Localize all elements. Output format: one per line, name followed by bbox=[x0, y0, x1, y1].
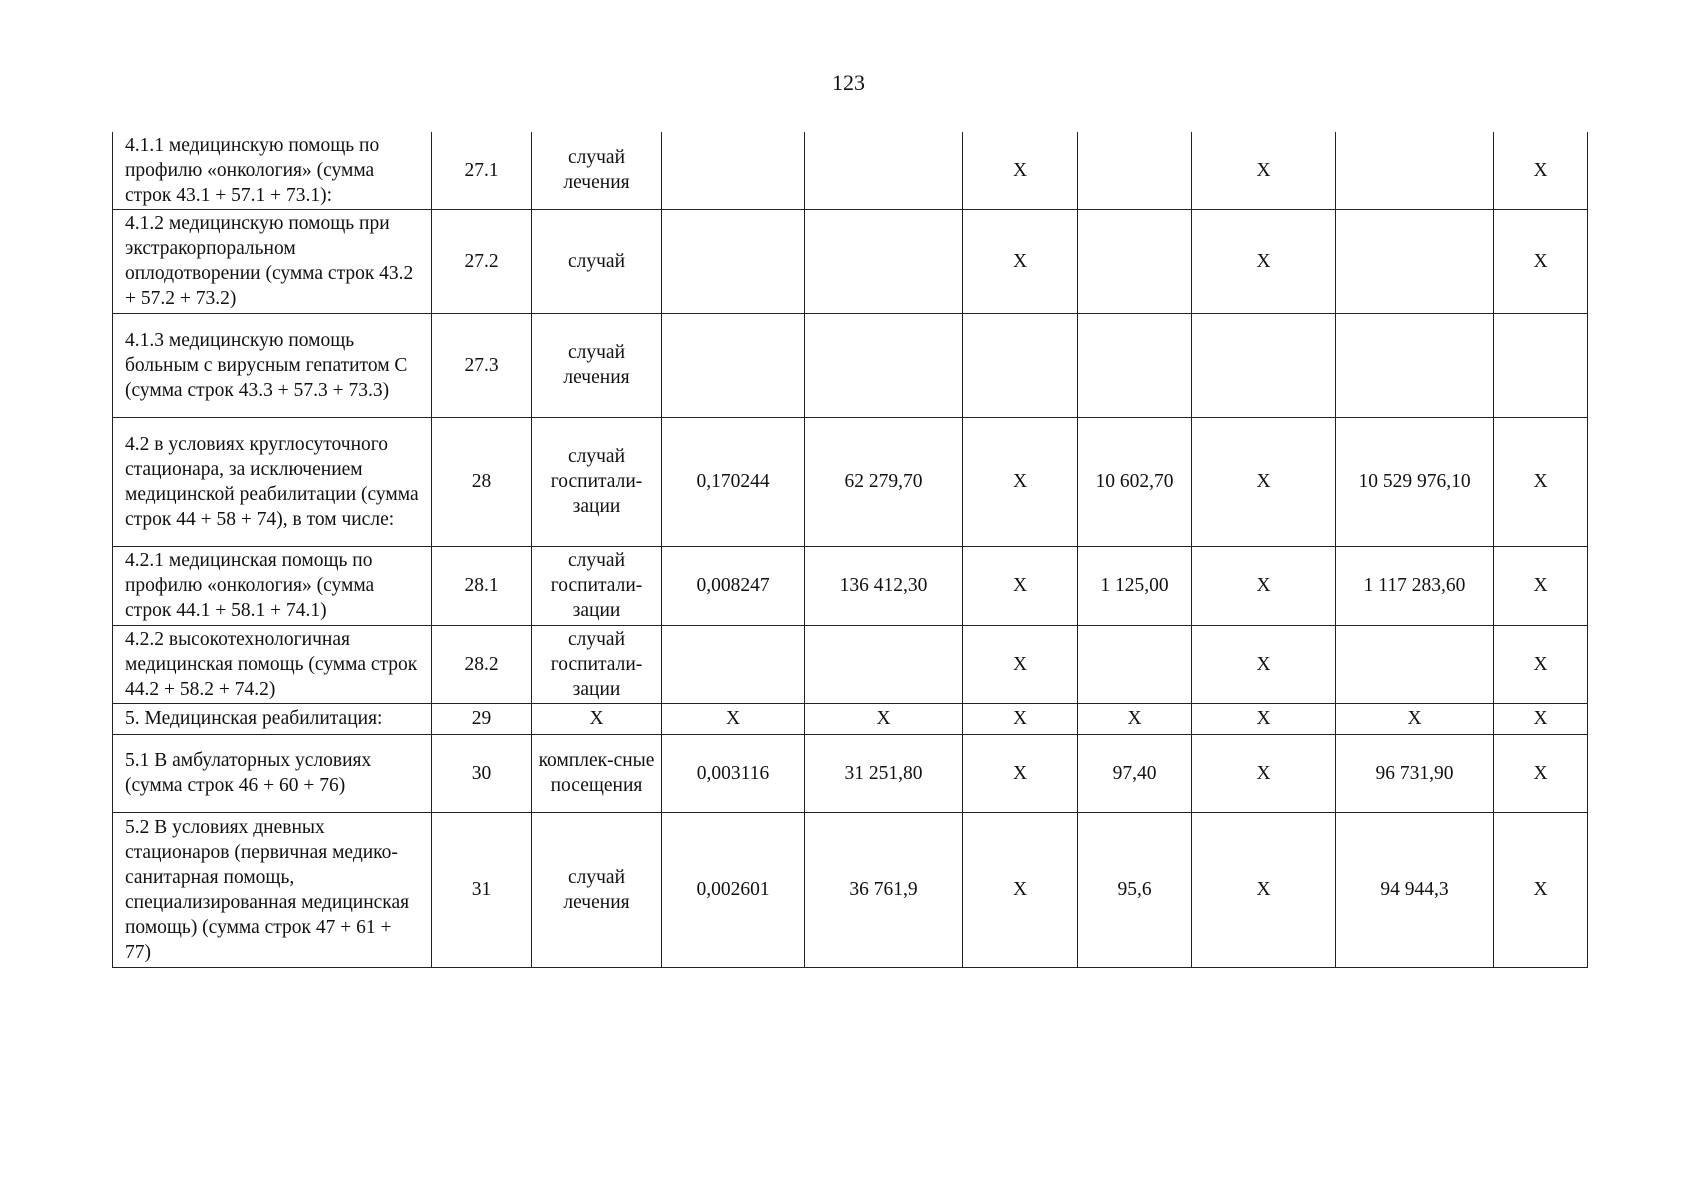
row-value-4-cell bbox=[1078, 625, 1192, 703]
row-unit-cell: X bbox=[532, 703, 662, 734]
row-value-7-cell: X bbox=[1494, 625, 1588, 703]
row-value-3-cell: X bbox=[963, 209, 1078, 313]
table-row bbox=[113, 417, 1588, 546]
row-name-cell: 4.2.2 высокотехнологичная медицинская помощь (сумма строк 44.2 + 58.2 + 74.2) bbox=[113, 625, 432, 703]
row-value-5-cell: X bbox=[1192, 812, 1336, 967]
row-code-cell: 27.1 bbox=[432, 132, 532, 209]
row-value-4-cell: 97,40 bbox=[1078, 734, 1192, 812]
row-value-2-cell bbox=[805, 313, 963, 417]
row-value-1-cell: X bbox=[662, 703, 805, 734]
row-value-1-cell: 0,170244 bbox=[662, 417, 805, 546]
row-value-1-cell bbox=[662, 625, 805, 703]
row-value-2-cell: X bbox=[805, 703, 963, 734]
row-code-cell: 30 bbox=[432, 734, 532, 812]
row-value-4-cell: X bbox=[1078, 703, 1192, 734]
table-row bbox=[113, 734, 1588, 812]
table-body bbox=[113, 132, 1588, 967]
row-name-cell: 4.2.1 медицинская помощь по профилю «онкология» (сумма строк 44.1 + 58.1 + 74.1) bbox=[113, 546, 432, 625]
row-value-4-cell bbox=[1078, 313, 1192, 417]
row-value-5-cell: X bbox=[1192, 734, 1336, 812]
row-value-7-cell: X bbox=[1494, 734, 1588, 812]
row-value-6-cell bbox=[1336, 209, 1494, 313]
row-value-3-cell: X bbox=[963, 546, 1078, 625]
row-value-2-cell: 136 412,30 bbox=[805, 546, 963, 625]
row-unit-cell: случай лечения bbox=[532, 812, 662, 967]
row-code-cell: 31 bbox=[432, 812, 532, 967]
row-value-5-cell bbox=[1192, 313, 1336, 417]
row-value-3-cell: X bbox=[963, 812, 1078, 967]
row-unit-cell: случай bbox=[532, 209, 662, 313]
row-code-cell: 28.2 bbox=[432, 625, 532, 703]
row-value-2-cell: 31 251,80 bbox=[805, 734, 963, 812]
table-row bbox=[113, 812, 1588, 967]
row-code-cell: 29 bbox=[432, 703, 532, 734]
row-name-cell: 5.2 В условиях дневных стационаров (первичная медико-санитарная помощь, специализированная медицинская помощь) (сумма строк 47 + 61 + 77) bbox=[113, 812, 432, 967]
row-value-1-cell bbox=[662, 132, 805, 209]
table-row bbox=[113, 313, 1588, 417]
row-value-1-cell: 0,002601 bbox=[662, 812, 805, 967]
row-name-cell: 4.1.2 медицинскую помощь при экстракорпоральном оплодотворении (сумма строк 43.2 + 57.2 + 73.2) bbox=[113, 209, 432, 313]
row-value-4-cell: 1 125,00 bbox=[1078, 546, 1192, 625]
row-value-2-cell: 36 761,9 bbox=[805, 812, 963, 967]
row-value-1-cell bbox=[662, 313, 805, 417]
row-code-cell: 28.1 bbox=[432, 546, 532, 625]
row-value-6-cell: 10 529 976,10 bbox=[1336, 417, 1494, 546]
row-value-7-cell: X bbox=[1494, 132, 1588, 209]
row-unit-cell: случай госпитали-зации bbox=[532, 625, 662, 703]
row-code-cell: 28 bbox=[432, 417, 532, 546]
row-value-6-cell bbox=[1336, 313, 1494, 417]
data-table bbox=[112, 132, 1588, 968]
row-value-7-cell: X bbox=[1494, 209, 1588, 313]
row-value-1-cell: 0,008247 bbox=[662, 546, 805, 625]
row-value-2-cell bbox=[805, 625, 963, 703]
row-value-2-cell: 62 279,70 bbox=[805, 417, 963, 546]
row-unit-cell: комплек-сные посещения bbox=[532, 734, 662, 812]
row-code-cell: 27.2 bbox=[432, 209, 532, 313]
row-value-3-cell: X bbox=[963, 703, 1078, 734]
row-value-6-cell bbox=[1336, 132, 1494, 209]
row-value-1-cell: 0,003116 bbox=[662, 734, 805, 812]
row-value-7-cell: X bbox=[1494, 417, 1588, 546]
table-row bbox=[113, 132, 1588, 209]
row-value-6-cell: 1 117 283,60 bbox=[1336, 546, 1494, 625]
row-value-5-cell: X bbox=[1192, 417, 1336, 546]
row-value-7-cell: X bbox=[1494, 546, 1588, 625]
row-unit-cell: случай лечения bbox=[532, 132, 662, 209]
row-unit-cell: случай госпитали-зации bbox=[532, 546, 662, 625]
row-value-2-cell bbox=[805, 132, 963, 209]
row-value-6-cell: 94 944,3 bbox=[1336, 812, 1494, 967]
row-value-4-cell bbox=[1078, 132, 1192, 209]
row-value-3-cell bbox=[963, 313, 1078, 417]
row-value-6-cell bbox=[1336, 625, 1494, 703]
row-value-3-cell: X bbox=[963, 734, 1078, 812]
row-value-5-cell: X bbox=[1192, 625, 1336, 703]
row-unit-cell: случай лечения bbox=[532, 313, 662, 417]
page-number: 123 bbox=[832, 70, 865, 95]
row-value-5-cell: X bbox=[1192, 546, 1336, 625]
row-name-cell: 4.1.1 медицинскую помощь по профилю «онкология» (сумма строк 43.1 + 57.1 + 73.1): bbox=[113, 132, 432, 209]
row-value-2-cell bbox=[805, 209, 963, 313]
row-value-4-cell bbox=[1078, 209, 1192, 313]
row-value-5-cell: X bbox=[1192, 703, 1336, 734]
table-row bbox=[113, 546, 1588, 625]
row-value-7-cell: X bbox=[1494, 703, 1588, 734]
row-value-5-cell: X bbox=[1192, 132, 1336, 209]
row-value-4-cell: 95,6 bbox=[1078, 812, 1192, 967]
table-row bbox=[113, 703, 1588, 734]
row-value-1-cell bbox=[662, 209, 805, 313]
row-value-4-cell: 10 602,70 bbox=[1078, 417, 1192, 546]
row-value-7-cell: X bbox=[1494, 812, 1588, 967]
row-name-cell: 5.1 В амбулаторных условиях (сумма строк 46 + 60 + 76) bbox=[113, 734, 432, 812]
row-unit-cell: случай госпитали-зации bbox=[532, 417, 662, 546]
row-value-5-cell: X bbox=[1192, 209, 1336, 313]
row-name-cell: 4.1.3 медицинскую помощь больным с вирусным гепатитом С (сумма строк 43.3 + 57.3 + 73.3) bbox=[113, 313, 432, 417]
row-code-cell: 27.3 bbox=[432, 313, 532, 417]
row-value-7-cell bbox=[1494, 313, 1588, 417]
row-value-6-cell: 96 731,90 bbox=[1336, 734, 1494, 812]
row-value-3-cell: X bbox=[963, 417, 1078, 546]
table-row bbox=[113, 625, 1588, 703]
row-value-6-cell: X bbox=[1336, 703, 1494, 734]
row-value-3-cell: X bbox=[963, 132, 1078, 209]
row-name-cell: 5. Медицинская реабилитация: bbox=[113, 703, 432, 734]
table-row bbox=[113, 209, 1588, 313]
row-value-3-cell: X bbox=[963, 625, 1078, 703]
row-name-cell: 4.2 в условиях круглосуточного стационара, за исключением медицинской реабилитации (сумма строк 44 + 58 + 74), в том числе: bbox=[113, 417, 432, 546]
